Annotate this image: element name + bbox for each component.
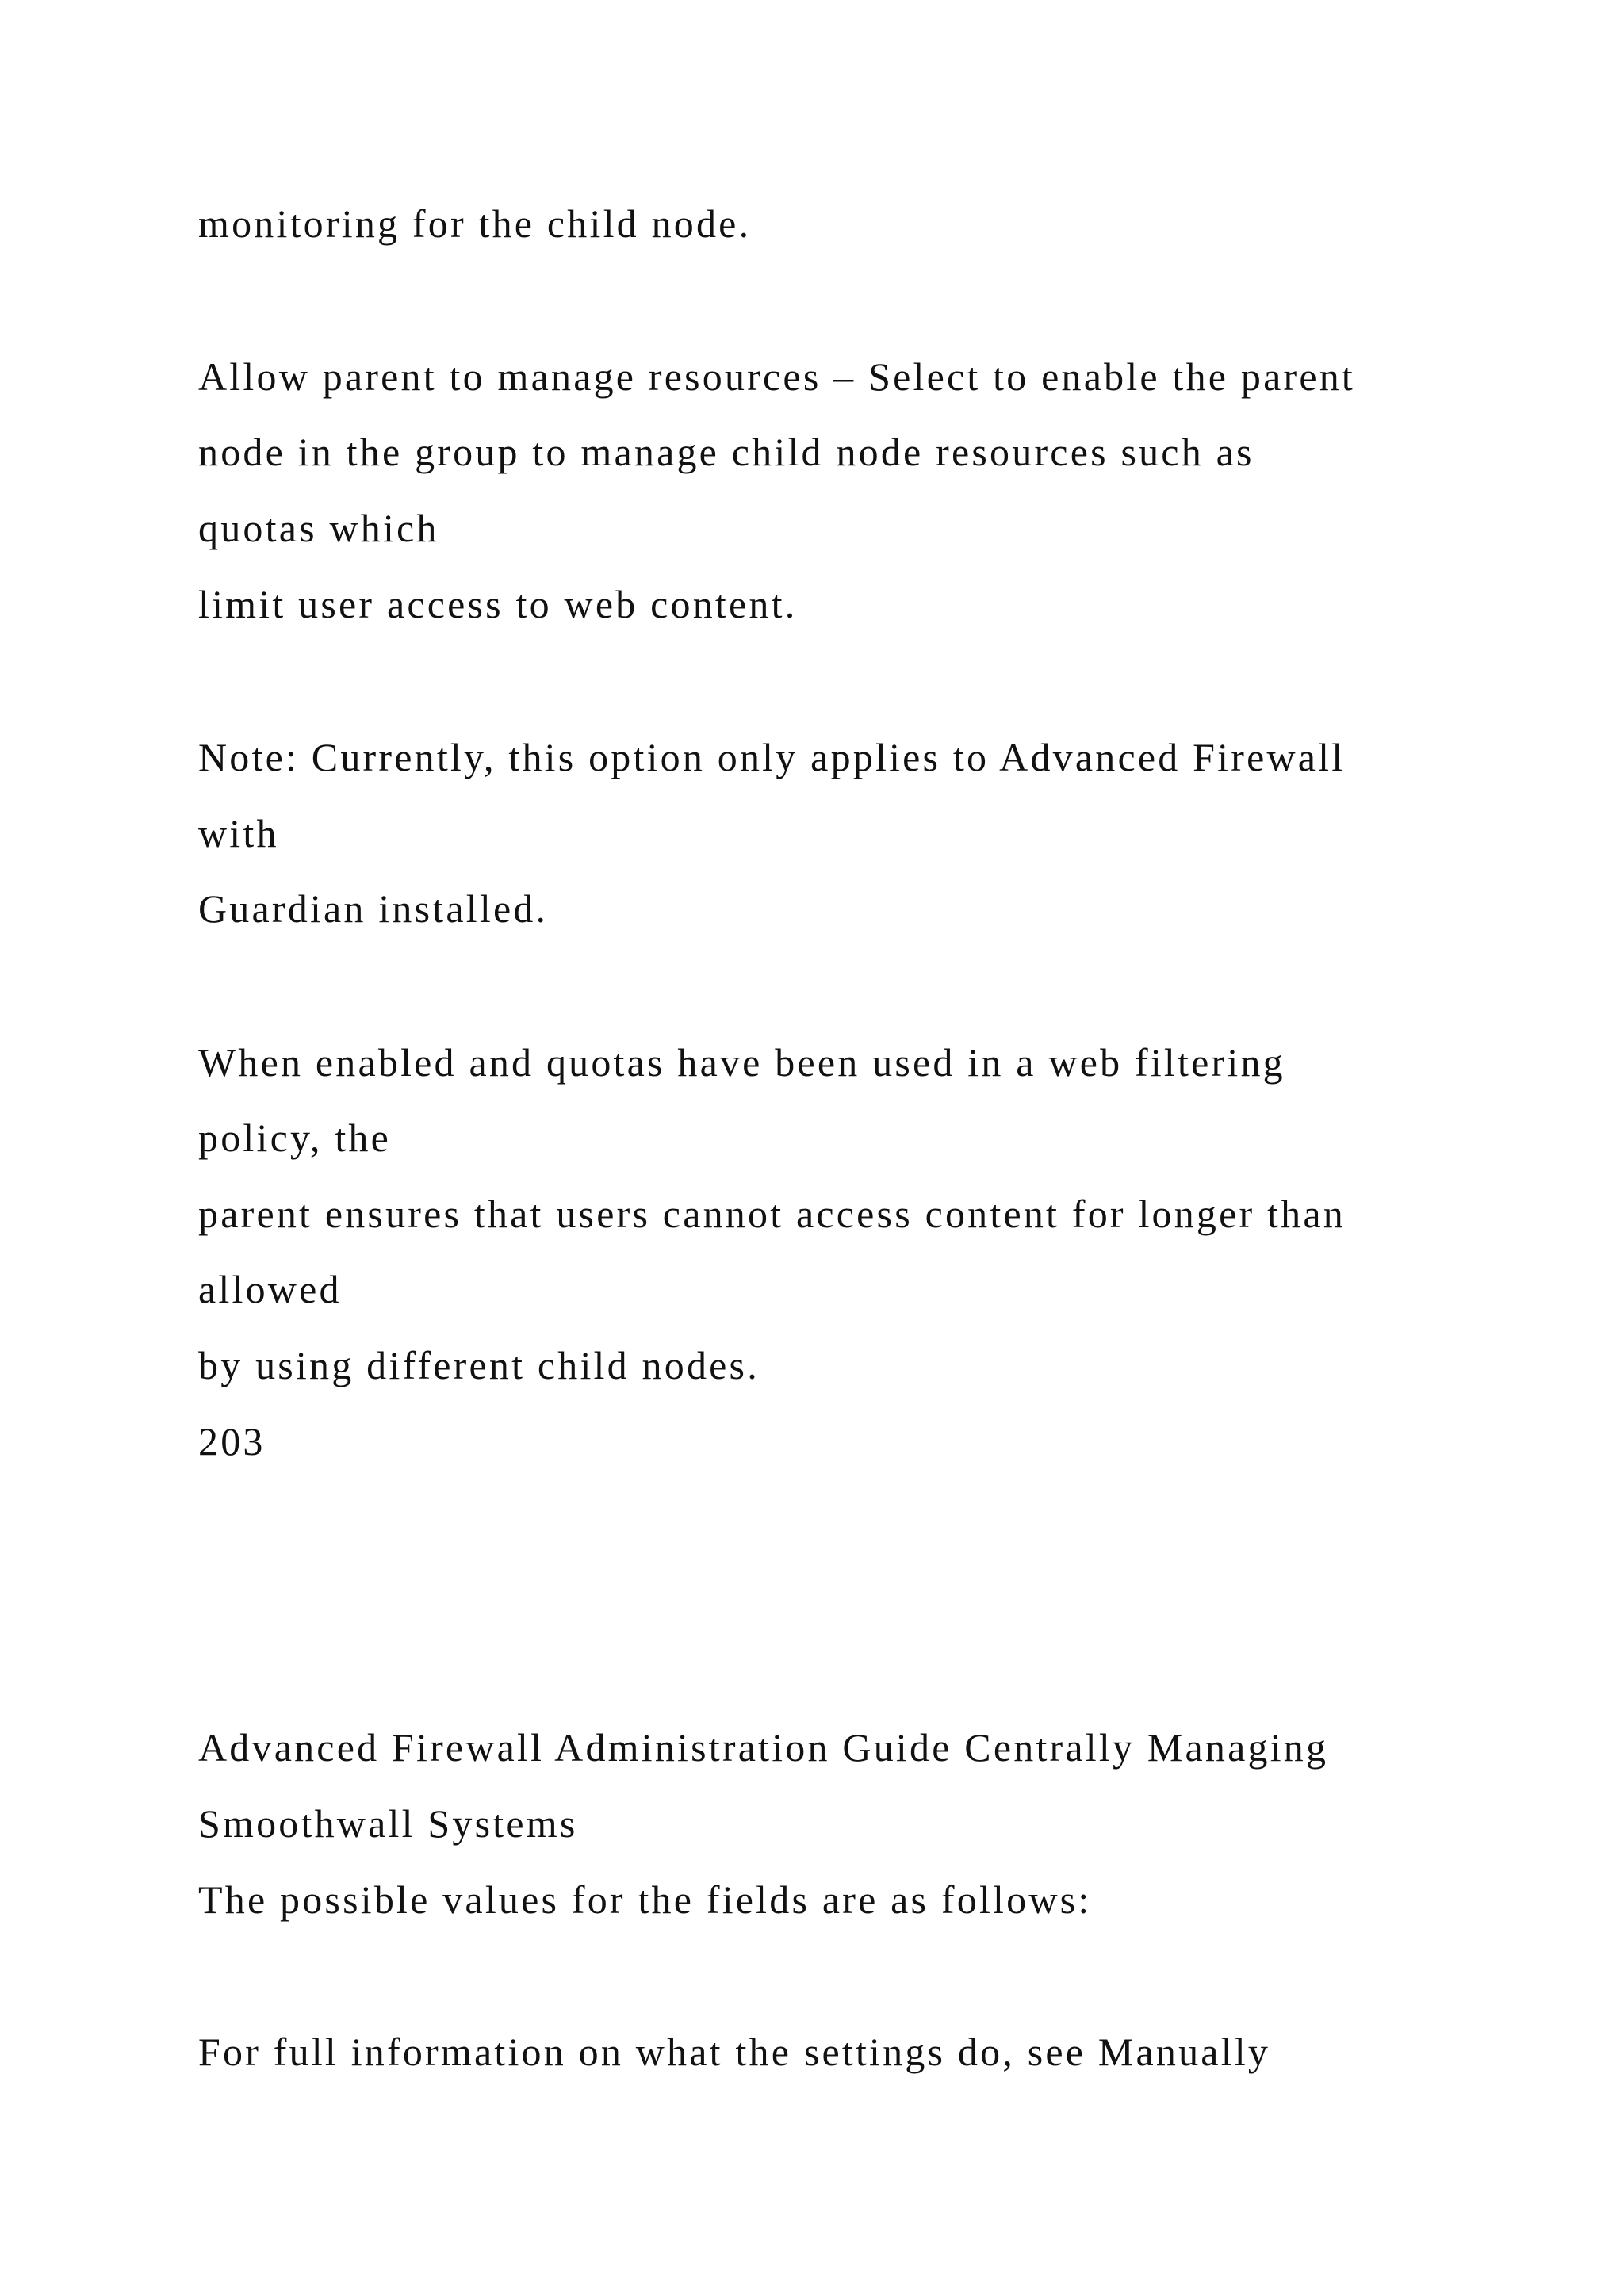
text-line: Guardian installed. — [198, 886, 549, 931]
page-number: 203 — [198, 1419, 266, 1464]
text-line: parent ensures that users cannot access content for longer than — [198, 1192, 1346, 1236]
text-line: policy, the — [198, 1115, 392, 1160]
text-line: by using different child nodes. — [198, 1343, 760, 1387]
text-line: For full information on what the settings do, see Manually — [198, 2030, 1271, 2074]
text-line: with — [198, 811, 279, 855]
text-line: Note: Currently, this option only applies to Advanced Firewall — [198, 735, 1346, 779]
text-line: When enabled and quotas have been used in a web filtering — [198, 1040, 1285, 1085]
text-line: allowed — [198, 1267, 342, 1311]
running-header: Smoothwall Systems — [198, 1801, 578, 1846]
text-line: limit user access to web content. — [198, 582, 798, 626]
running-header: Advanced Firewall Administration Guide Centrally Managing — [198, 1725, 1329, 1770]
text-line: node in the group to manage child node resources such as — [198, 430, 1254, 474]
text-line: quotas which — [198, 506, 439, 550]
text-line: Allow parent to manage resources – Select to enable the parent — [198, 354, 1356, 399]
text-line: monitoring for the child node. — [198, 201, 752, 246]
text-line: The possible values for the fields are as follows: — [198, 1877, 1092, 1922]
